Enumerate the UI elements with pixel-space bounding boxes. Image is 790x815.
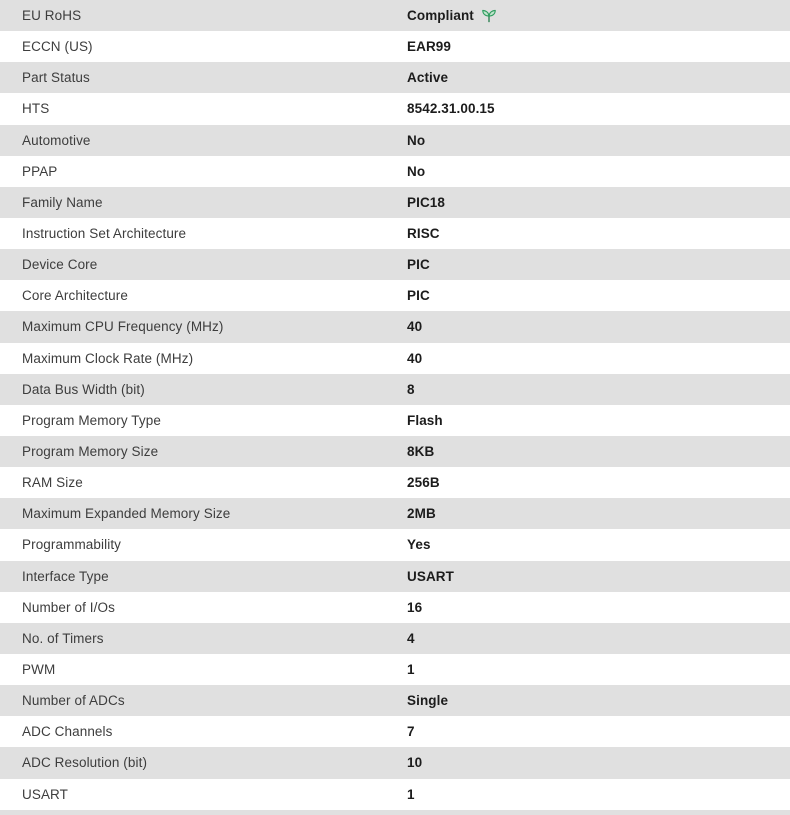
spec-value: 8542.31.00.15: [407, 101, 495, 117]
spec-value: No: [407, 163, 426, 179]
spec-value: Active: [407, 70, 449, 86]
spec-value: 10: [407, 755, 423, 771]
spec-row-number-of-adcs: [0, 685, 790, 716]
spec-label: Number of I/Os: [22, 599, 115, 615]
spec-label: No. of Timers: [22, 630, 104, 646]
spec-value: 1: [407, 786, 415, 802]
spec-row-automotive: [0, 125, 790, 156]
spec-value: 8: [407, 381, 415, 397]
spec-value: 40: [407, 319, 423, 335]
spec-value: PIC18: [407, 194, 446, 210]
spec-row-maximum-clock-rate: [0, 343, 790, 374]
spec-row-no-of-timers: [0, 623, 790, 654]
spec-label: Maximum Expanded Memory Size: [22, 506, 231, 522]
spec-label: Number of ADCs: [22, 693, 125, 709]
spec-value: Flash: [407, 412, 443, 428]
spec-row-pwm: [0, 654, 790, 685]
spec-value: PIC: [407, 288, 430, 304]
spec-value-text: Compliant: [407, 8, 474, 24]
spec-value: 40: [407, 350, 423, 366]
spec-value: PIC: [407, 257, 430, 273]
spec-row-data-bus-width: [0, 374, 790, 405]
spec-label: Instruction Set Architecture: [22, 226, 187, 242]
spec-label: Part Status: [22, 70, 90, 86]
spec-value: 4: [407, 630, 415, 646]
spec-label: EU RoHS: [22, 8, 82, 24]
leaf-sprout-icon: [481, 8, 497, 24]
spec-label: Program Memory Type: [22, 412, 161, 428]
spec-label: HTS: [22, 101, 50, 117]
spec-value: USART: [407, 568, 454, 584]
spec-label: Program Memory Size: [22, 444, 159, 460]
spec-label: ADC Channels: [22, 724, 113, 740]
spec-row-part-status: [0, 62, 790, 93]
spec-value: Single: [407, 693, 449, 709]
spec-label: ADC Resolution (bit): [22, 755, 148, 771]
spec-value: 1: [407, 662, 415, 678]
spec-row-maximum-cpu-frequency: [0, 311, 790, 342]
spec-row-partial-bottom: [0, 810, 790, 815]
spec-value: 8KB: [407, 444, 435, 460]
spec-label: Maximum Clock Rate (MHz): [22, 350, 194, 366]
spec-row-usart: [0, 779, 790, 810]
spec-label: Core Architecture: [22, 288, 128, 304]
spec-label: RAM Size: [22, 475, 83, 491]
spec-row-number-of-ios: [0, 592, 790, 623]
spec-row-hts: [0, 93, 790, 124]
spec-value: 16: [407, 599, 423, 615]
spec-label: USART: [22, 786, 69, 802]
spec-label: Family Name: [22, 194, 103, 210]
spec-row-maximum-expanded-memory-size: [0, 498, 790, 529]
spec-row-instruction-set-architecture: [0, 218, 790, 249]
spec-label: ECCN (US): [22, 39, 93, 55]
spec-row-eccn-us: [0, 31, 790, 62]
spec-value: EAR99: [407, 39, 452, 55]
spec-row-adc-channels: [0, 716, 790, 747]
spec-value: 7: [407, 724, 415, 740]
spec-label: Device Core: [22, 257, 98, 273]
spec-row-ppap: [0, 156, 790, 187]
spec-label: Interface Type: [22, 568, 109, 584]
spec-label: Maximum CPU Frequency (MHz): [22, 319, 224, 335]
spec-value: Yes: [407, 537, 431, 553]
spec-label: PPAP: [22, 163, 58, 179]
spec-row-family-name: [0, 187, 790, 218]
spec-row-eu-rohs: [0, 0, 790, 31]
spec-value: 256B: [407, 475, 440, 491]
spec-value: 2MB: [407, 506, 436, 522]
spec-label: Programmability: [22, 537, 122, 553]
spec-row-programmability: [0, 529, 790, 560]
spec-row-interface-type: [0, 561, 790, 592]
spec-label: PWM: [22, 662, 56, 678]
spec-value: No: [407, 132, 426, 148]
spec-value: [407, 8, 790, 24]
spec-row-ram-size: [0, 467, 790, 498]
spec-row-core-architecture: [0, 280, 790, 311]
spec-value: RISC: [407, 226, 440, 242]
spec-label: Automotive: [22, 132, 91, 148]
spec-row-program-memory-type: [0, 405, 790, 436]
spec-row-device-core: [0, 249, 790, 280]
spec-row-program-memory-size: [0, 436, 790, 467]
spec-label: Data Bus Width (bit): [22, 381, 145, 397]
spec-row-adc-resolution: [0, 747, 790, 778]
